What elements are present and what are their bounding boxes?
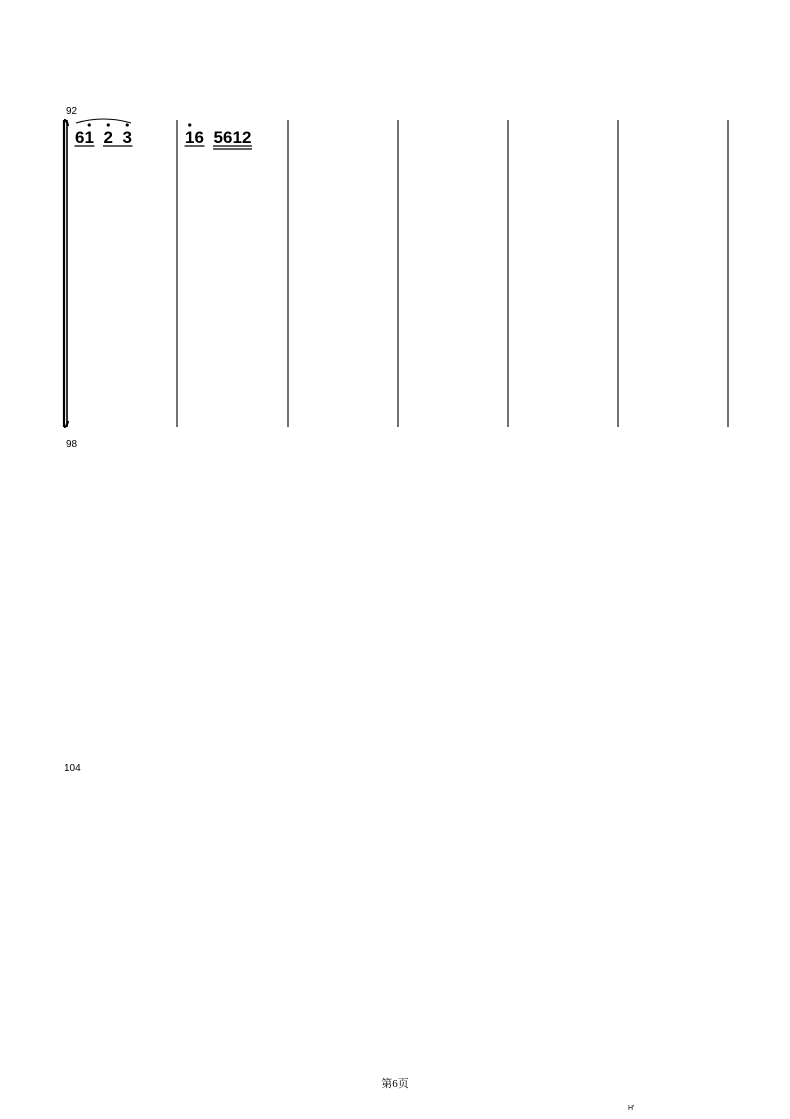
note-digit: 6	[75, 128, 85, 147]
measure-number-92: 92	[66, 106, 78, 117]
note-digit: 6	[223, 128, 233, 147]
note-digit: 1	[84, 128, 94, 147]
high-octave-dot	[88, 123, 91, 126]
corner-mark: H'	[628, 1105, 635, 1112]
page-number: 第6页	[381, 1078, 409, 1090]
note-digit: 1	[185, 128, 195, 147]
high-octave-dot	[107, 123, 110, 126]
slur-arc	[76, 119, 131, 123]
note-digit: 3	[122, 128, 132, 147]
note-digit: 2	[242, 128, 252, 147]
note-digit: 1	[232, 128, 242, 147]
high-octave-dot	[188, 123, 191, 126]
measure-number-104: 104	[64, 763, 81, 774]
note-digit: 6	[194, 128, 204, 147]
note-digit: 5	[213, 128, 223, 147]
measure-number-98: 98	[66, 439, 78, 450]
high-octave-dot	[126, 123, 129, 126]
note-digit: 2	[103, 128, 113, 147]
